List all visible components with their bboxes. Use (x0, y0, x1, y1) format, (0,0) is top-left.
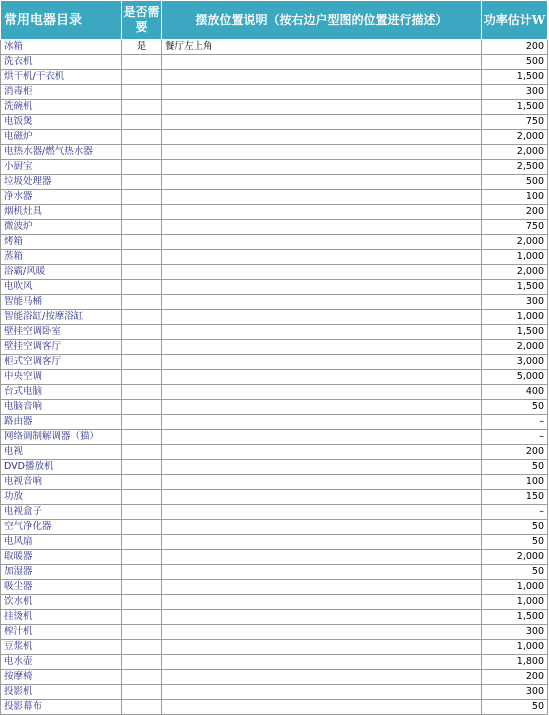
cell-need[interactable] (122, 310, 162, 325)
cell-name[interactable]: 投影幕布 (1, 700, 122, 715)
cell-name[interactable]: 中央空调 (1, 370, 122, 385)
table-row (1, 445, 548, 460)
cell-name[interactable]: 蒸箱 (1, 250, 122, 265)
cell-name[interactable]: 电吹风 (1, 280, 122, 295)
cell-power[interactable]: 1,000 (482, 580, 548, 595)
cell-name[interactable]: 烟机灶具 (1, 205, 122, 220)
cell-desc[interactable] (162, 265, 482, 280)
table-row (1, 355, 548, 370)
cell-need[interactable] (122, 235, 162, 250)
cell-need[interactable] (122, 115, 162, 130)
cell-desc[interactable] (162, 640, 482, 655)
cell-need[interactable] (122, 610, 162, 625)
cell-desc[interactable] (162, 205, 482, 220)
cell-name[interactable]: 电视 (1, 445, 122, 460)
table-row (1, 610, 548, 625)
cell-desc[interactable] (162, 490, 482, 505)
cell-desc[interactable] (162, 700, 482, 715)
table-row (1, 325, 548, 340)
cell-power[interactable]: 2,500 (482, 160, 548, 175)
cell-name[interactable]: 按摩椅 (1, 670, 122, 685)
table-row (1, 400, 548, 415)
cell-need[interactable] (122, 400, 162, 415)
cell-desc[interactable] (162, 85, 482, 100)
cell-name[interactable]: 电磁炉 (1, 130, 122, 145)
cell-need[interactable] (122, 160, 162, 175)
cell-desc[interactable] (162, 595, 482, 610)
cell-power[interactable]: 100 (482, 190, 548, 205)
cell-power[interactable]: 1,500 (482, 70, 548, 85)
cell-name[interactable]: 饮水机 (1, 595, 122, 610)
table-row (1, 295, 548, 310)
table-row (1, 130, 548, 145)
cell-power[interactable]: 300 (482, 295, 548, 310)
cell-power[interactable]: 2,000 (482, 235, 548, 250)
cell-need[interactable] (122, 205, 162, 220)
table-row (1, 190, 548, 205)
cell-desc[interactable] (162, 100, 482, 115)
table-row (1, 175, 548, 190)
cell-power[interactable]: 500 (482, 175, 548, 190)
cell-desc[interactable] (162, 625, 482, 640)
cell-need[interactable] (122, 655, 162, 670)
table-row (1, 145, 548, 160)
cell-need[interactable] (122, 250, 162, 265)
cell-name[interactable]: 加湿器 (1, 565, 122, 580)
cell-need[interactable] (122, 475, 162, 490)
table-row (1, 550, 548, 565)
table-row (1, 310, 548, 325)
cell-power[interactable]: 300 (482, 685, 548, 700)
cell-power[interactable]: 2,000 (482, 145, 548, 160)
cell-power[interactable]: 50 (482, 565, 548, 580)
cell-need[interactable] (122, 385, 162, 400)
cell-name[interactable]: 电视音响 (1, 475, 122, 490)
cell-desc[interactable] (162, 550, 482, 565)
cell-power[interactable]: 1,500 (482, 325, 548, 340)
table-row (1, 280, 548, 295)
cell-desc[interactable] (162, 355, 482, 370)
cell-need[interactable] (122, 415, 162, 430)
table-row (1, 430, 548, 445)
table-row (1, 100, 548, 115)
cell-desc[interactable] (162, 145, 482, 160)
cell-power[interactable]: – (482, 505, 548, 520)
cell-name[interactable]: 空气净化器 (1, 520, 122, 535)
cell-desc[interactable] (162, 220, 482, 235)
cell-need[interactable] (122, 370, 162, 385)
header-desc: 摆放位置说明（按右边户型图的位置进行描述） (162, 1, 482, 40)
cell-name[interactable]: 微波炉 (1, 220, 122, 235)
table-row (1, 670, 548, 685)
cell-need[interactable] (122, 220, 162, 235)
cell-desc[interactable] (162, 130, 482, 145)
cell-power[interactable]: 50 (482, 535, 548, 550)
cell-need[interactable] (122, 550, 162, 565)
header-need: 是否需要 (122, 1, 162, 40)
cell-power[interactable]: – (482, 415, 548, 430)
table-row (1, 220, 548, 235)
table-row (1, 385, 548, 400)
cell-power[interactable]: 2,000 (482, 265, 548, 280)
cell-name[interactable]: 豆浆机 (1, 640, 122, 655)
table-row (1, 70, 548, 85)
table-row (1, 535, 548, 550)
header-power: 功率估计W (482, 1, 548, 40)
cell-desc[interactable] (162, 70, 482, 85)
cell-power[interactable]: 50 (482, 460, 548, 475)
cell-name[interactable]: 冰箱 (1, 40, 122, 55)
cell-name[interactable]: 取暖器 (1, 550, 122, 565)
cell-need[interactable] (122, 280, 162, 295)
cell-desc[interactable] (162, 505, 482, 520)
cell-power[interactable]: 1,800 (482, 655, 548, 670)
cell-power[interactable]: 50 (482, 700, 548, 715)
table-row (1, 235, 548, 250)
cell-power[interactable]: 1,000 (482, 640, 548, 655)
cell-power[interactable]: – (482, 430, 548, 445)
cell-desc[interactable] (162, 235, 482, 250)
cell-name[interactable]: 净水器 (1, 190, 122, 205)
table-row (1, 520, 548, 535)
cell-need[interactable] (122, 565, 162, 580)
cell-need[interactable] (122, 535, 162, 550)
table-row (1, 340, 548, 355)
cell-need[interactable] (122, 100, 162, 115)
table-row (1, 370, 548, 385)
cell-power[interactable]: 150 (482, 490, 548, 505)
cell-need[interactable] (122, 145, 162, 160)
cell-desc[interactable] (162, 175, 482, 190)
table-body (1, 40, 548, 715)
cell-name[interactable]: 洗碗机 (1, 100, 122, 115)
cell-desc[interactable] (162, 460, 482, 475)
table-row (1, 490, 548, 505)
table-row (1, 595, 548, 610)
table-row (1, 160, 548, 175)
cell-desc[interactable]: 餐厅左上角 (162, 40, 482, 55)
cell-need[interactable] (122, 85, 162, 100)
cell-desc[interactable] (162, 295, 482, 310)
cell-power[interactable]: 2,000 (482, 130, 548, 145)
cell-name[interactable]: 智能马桶 (1, 295, 122, 310)
cell-desc[interactable] (162, 655, 482, 670)
cell-power[interactable]: 1,500 (482, 280, 548, 295)
cell-desc[interactable] (162, 325, 482, 340)
table-row (1, 115, 548, 130)
table-row (1, 85, 548, 100)
cell-power[interactable]: 300 (482, 85, 548, 100)
cell-need[interactable] (122, 355, 162, 370)
cell-power[interactable]: 50 (482, 520, 548, 535)
cell-need[interactable] (122, 460, 162, 475)
cell-need[interactable] (122, 595, 162, 610)
cell-name[interactable]: 电水壶 (1, 655, 122, 670)
header-row (1, 1, 548, 40)
cell-desc[interactable] (162, 670, 482, 685)
table-row (1, 685, 548, 700)
table-row (1, 460, 548, 475)
cell-need[interactable] (122, 685, 162, 700)
cell-need[interactable] (122, 325, 162, 340)
cell-name[interactable]: 投影机 (1, 685, 122, 700)
cell-desc[interactable] (162, 415, 482, 430)
cell-desc[interactable] (162, 445, 482, 460)
cell-name[interactable]: 智能浴缸/按摩浴缸 (1, 310, 122, 325)
table-row (1, 640, 548, 655)
cell-power[interactable]: 50 (482, 400, 548, 415)
table-row (1, 415, 548, 430)
cell-name[interactable]: 榨汁机 (1, 625, 122, 640)
cell-desc[interactable] (162, 370, 482, 385)
cell-power[interactable]: 3,000 (482, 355, 548, 370)
cell-need[interactable] (122, 700, 162, 715)
cell-desc[interactable] (162, 685, 482, 700)
cell-name[interactable]: 垃圾处理器 (1, 175, 122, 190)
table-row (1, 655, 548, 670)
cell-need[interactable] (122, 580, 162, 595)
cell-power[interactable]: 1,000 (482, 595, 548, 610)
cell-power[interactable]: 750 (482, 115, 548, 130)
cell-need[interactable] (122, 265, 162, 280)
cell-name[interactable]: 台式电脑 (1, 385, 122, 400)
cell-power[interactable]: 1,500 (482, 100, 548, 115)
cell-need[interactable] (122, 130, 162, 145)
cell-power[interactable]: 200 (482, 445, 548, 460)
cell-power[interactable]: 200 (482, 670, 548, 685)
cell-desc[interactable] (162, 340, 482, 355)
cell-name[interactable]: DVD播放机 (1, 460, 122, 475)
cell-need[interactable] (122, 505, 162, 520)
cell-need[interactable] (122, 640, 162, 655)
cell-power[interactable]: 200 (482, 205, 548, 220)
cell-name[interactable]: 壁挂空调卧室 (1, 325, 122, 340)
cell-need[interactable] (122, 445, 162, 460)
table-row (1, 250, 548, 265)
cell-name[interactable]: 电脑音响 (1, 400, 122, 415)
cell-need[interactable] (122, 175, 162, 190)
cell-power[interactable]: 2,000 (482, 340, 548, 355)
cell-name[interactable]: 电风扇 (1, 535, 122, 550)
table-row (1, 580, 548, 595)
cell-name[interactable]: 电热水器/燃气热水器 (1, 145, 122, 160)
cell-desc[interactable] (162, 535, 482, 550)
cell-need[interactable] (122, 55, 162, 70)
cell-desc[interactable] (162, 610, 482, 625)
cell-power[interactable]: 1,500 (482, 610, 548, 625)
cell-power[interactable]: 5,000 (482, 370, 548, 385)
cell-name[interactable]: 挂烫机 (1, 610, 122, 625)
cell-desc[interactable] (162, 565, 482, 580)
cell-desc[interactable] (162, 280, 482, 295)
header-name: 常用电器目录 (1, 1, 122, 40)
cell-name[interactable]: 网络调制解调器（猫） (1, 430, 122, 445)
cell-name[interactable]: 路由器 (1, 415, 122, 430)
table-row (1, 475, 548, 490)
cell-need[interactable] (122, 625, 162, 640)
table-row (1, 565, 548, 580)
cell-desc[interactable] (162, 160, 482, 175)
cell-need[interactable] (122, 70, 162, 85)
cell-need[interactable] (122, 490, 162, 505)
cell-need[interactable] (122, 295, 162, 310)
cell-name[interactable]: 电饭煲 (1, 115, 122, 130)
cell-power[interactable]: 200 (482, 40, 548, 55)
cell-desc[interactable] (162, 580, 482, 595)
table-row (1, 265, 548, 280)
cell-power[interactable]: 750 (482, 220, 548, 235)
cell-name[interactable]: 柜式空调客厅 (1, 355, 122, 370)
cell-name[interactable]: 烘干机/干衣机 (1, 70, 122, 85)
cell-need[interactable] (122, 340, 162, 355)
cell-power[interactable]: 2,000 (482, 550, 548, 565)
cell-desc[interactable] (162, 385, 482, 400)
cell-need[interactable] (122, 670, 162, 685)
cell-name[interactable]: 洗衣机 (1, 55, 122, 70)
cell-name[interactable]: 浴霸/风暖 (1, 265, 122, 280)
cell-desc[interactable] (162, 250, 482, 265)
cell-power[interactable]: 100 (482, 475, 548, 490)
cell-desc[interactable] (162, 310, 482, 325)
cell-need[interactable] (122, 190, 162, 205)
table-row (1, 40, 548, 55)
cell-name[interactable]: 消毒柜 (1, 85, 122, 100)
cell-power[interactable]: 500 (482, 55, 548, 70)
cell-desc[interactable] (162, 430, 482, 445)
cell-need[interactable]: 是 (122, 40, 162, 55)
cell-name[interactable]: 壁挂空调客厅 (1, 340, 122, 355)
cell-name[interactable]: 烤箱 (1, 235, 122, 250)
table-row (1, 205, 548, 220)
cell-desc[interactable] (162, 190, 482, 205)
table-row (1, 700, 548, 715)
cell-need[interactable] (122, 520, 162, 535)
cell-power[interactable]: 400 (482, 385, 548, 400)
cell-desc[interactable] (162, 400, 482, 415)
table-row (1, 625, 548, 640)
cell-name[interactable]: 电视盒子 (1, 505, 122, 520)
cell-desc[interactable] (162, 475, 482, 490)
table-row (1, 55, 548, 70)
cell-desc[interactable] (162, 115, 482, 130)
table-row (1, 505, 548, 520)
cell-power[interactable]: 1,000 (482, 250, 548, 265)
cell-desc[interactable] (162, 55, 482, 70)
cell-name[interactable]: 吸尘器 (1, 580, 122, 595)
cell-power[interactable]: 1,000 (482, 310, 548, 325)
cell-name[interactable]: 功放 (1, 490, 122, 505)
cell-name[interactable]: 小厨宝 (1, 160, 122, 175)
cell-power[interactable]: 300 (482, 625, 548, 640)
cell-desc[interactable] (162, 520, 482, 535)
cell-need[interactable] (122, 430, 162, 445)
